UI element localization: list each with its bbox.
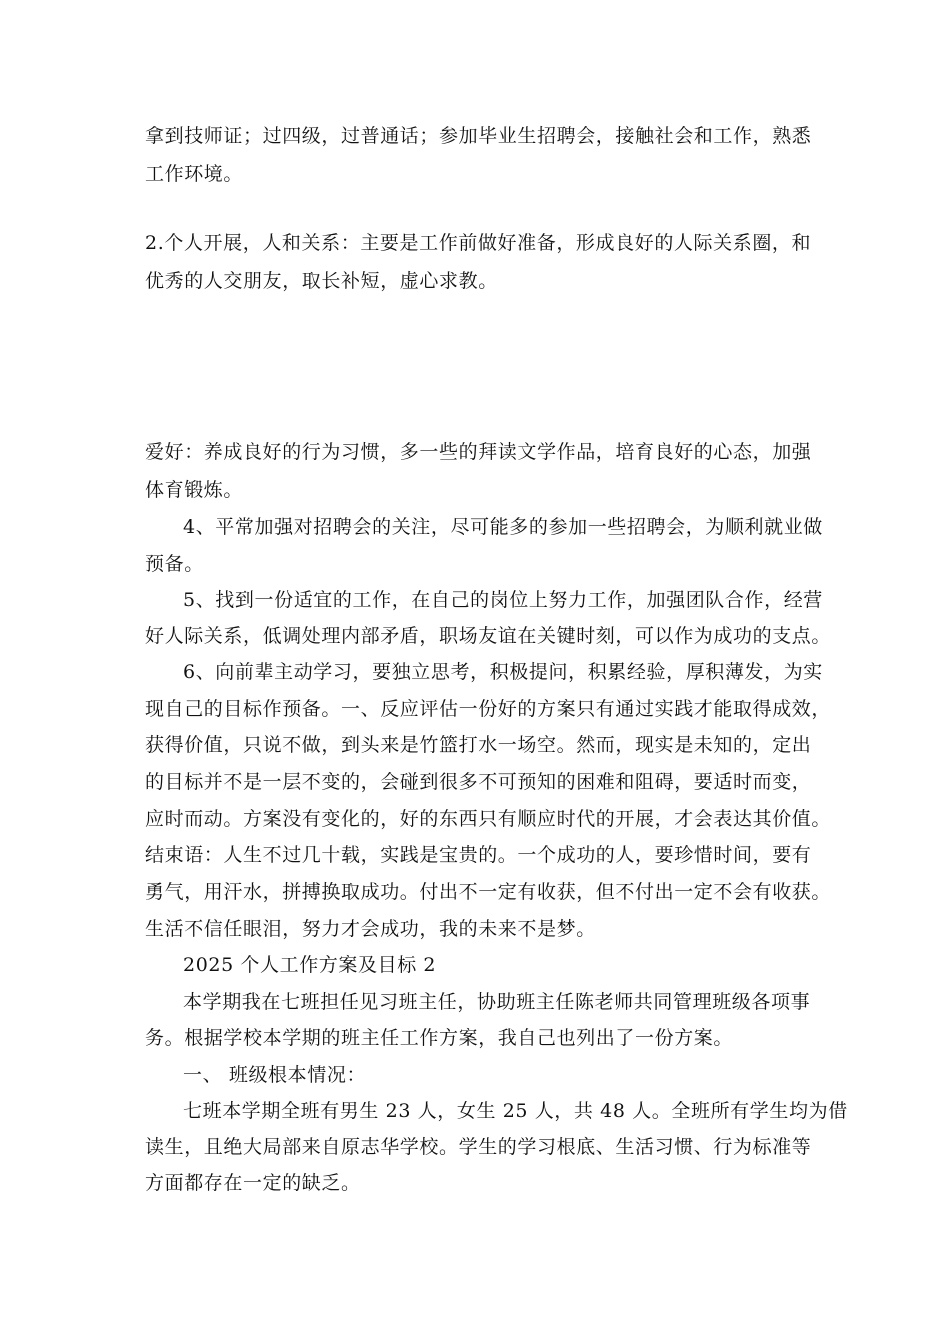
list-item-6-line: 6、向前辈主动学习，要独立思考，积极提问，积累经验，厚积薄发，为实 [183, 661, 823, 683]
paragraph-line: 七班本学期全班有男生 23 人，女生 25 人，共 48 人。全班所有学生均为借 [183, 1100, 848, 1122]
list-item-6-line: 勇气，用汗水，拼搏换取成功。付出不一定有收获，但不付出一定不会有收获。 [145, 881, 832, 903]
paragraph-line: 工作环境。 [145, 163, 244, 185]
paragraph-line: 务。根据学校本学期的班主任工作方案，我自己也列出了一份方案。 [145, 1027, 734, 1049]
list-item-4-line: 4、平常加强对招聘会的关注，尽可能多的参加一些招聘会，为顺利就业做 [183, 516, 823, 538]
list-item-4-line: 预备。 [145, 553, 204, 575]
paragraph-line: 拿到技师证；过四级，过普通话；参加毕业生招聘会，接触社会和工作，熟悉 [145, 125, 812, 147]
list-item-6-line: 的目标并不是一层不变的，会碰到很多不可预知的困难和阻碍，要适时而变， [145, 771, 812, 793]
paragraph-line: 读生，且绝大局部来自原志华学校。学生的学习根底、生活习惯、行为标准等 [145, 1136, 812, 1158]
list-item-6-line: 现自己的目标作预备。一、反应评估一份好的方案只有通过实践才能取得成效， [145, 698, 832, 720]
paragraph-line: 爱好：养成良好的行为习惯，多一些的拜读文学作品，培育良好的心态，加强 [145, 441, 812, 463]
paragraph-line: 2.个人开展，人和关系：主要是工作前做好准备，形成良好的人际关系圈，和 [145, 232, 812, 254]
paragraph-line: 体育锻炼。 [145, 479, 244, 501]
list-item-6-line: 结束语：人生不过几十载，实践是宝贵的。一个成功的人，要珍惜时间，要有 [145, 844, 812, 866]
section-heading: 2025 个人工作方案及目标 2 [183, 954, 437, 976]
subsection-heading: 一、 班级根本情况： [183, 1064, 367, 1086]
list-item-6-line: 生活不信任眼泪，努力才会成功，我的未来不是梦。 [145, 918, 596, 940]
list-item-6-line: 应时而动。方案没有变化的，好的东西只有顺应时代的开展，才会表达其价值。 [145, 808, 832, 830]
list-item-5-line: 好人际关系，低调处理内部矛盾，职场友谊在关键时刻，可以作为成功的支点。 [145, 625, 832, 647]
paragraph-line: 本学期我在七班担任见习班主任，协助班主任陈老师共同管理班级各项事 [183, 991, 811, 1013]
list-item-6-line: 获得价值，只说不做，到头来是竹篮打水一场空。然而，现实是未知的，定出 [145, 734, 812, 756]
paragraph-line: 优秀的人交朋友，取长补短，虚心求教。 [145, 270, 498, 292]
list-item-5-line: 5、找到一份适宜的工作，在自己的岗位上努力工作，加强团队合作，经营 [183, 589, 823, 611]
paragraph-line: 方面都存在一定的缺乏。 [145, 1172, 361, 1194]
